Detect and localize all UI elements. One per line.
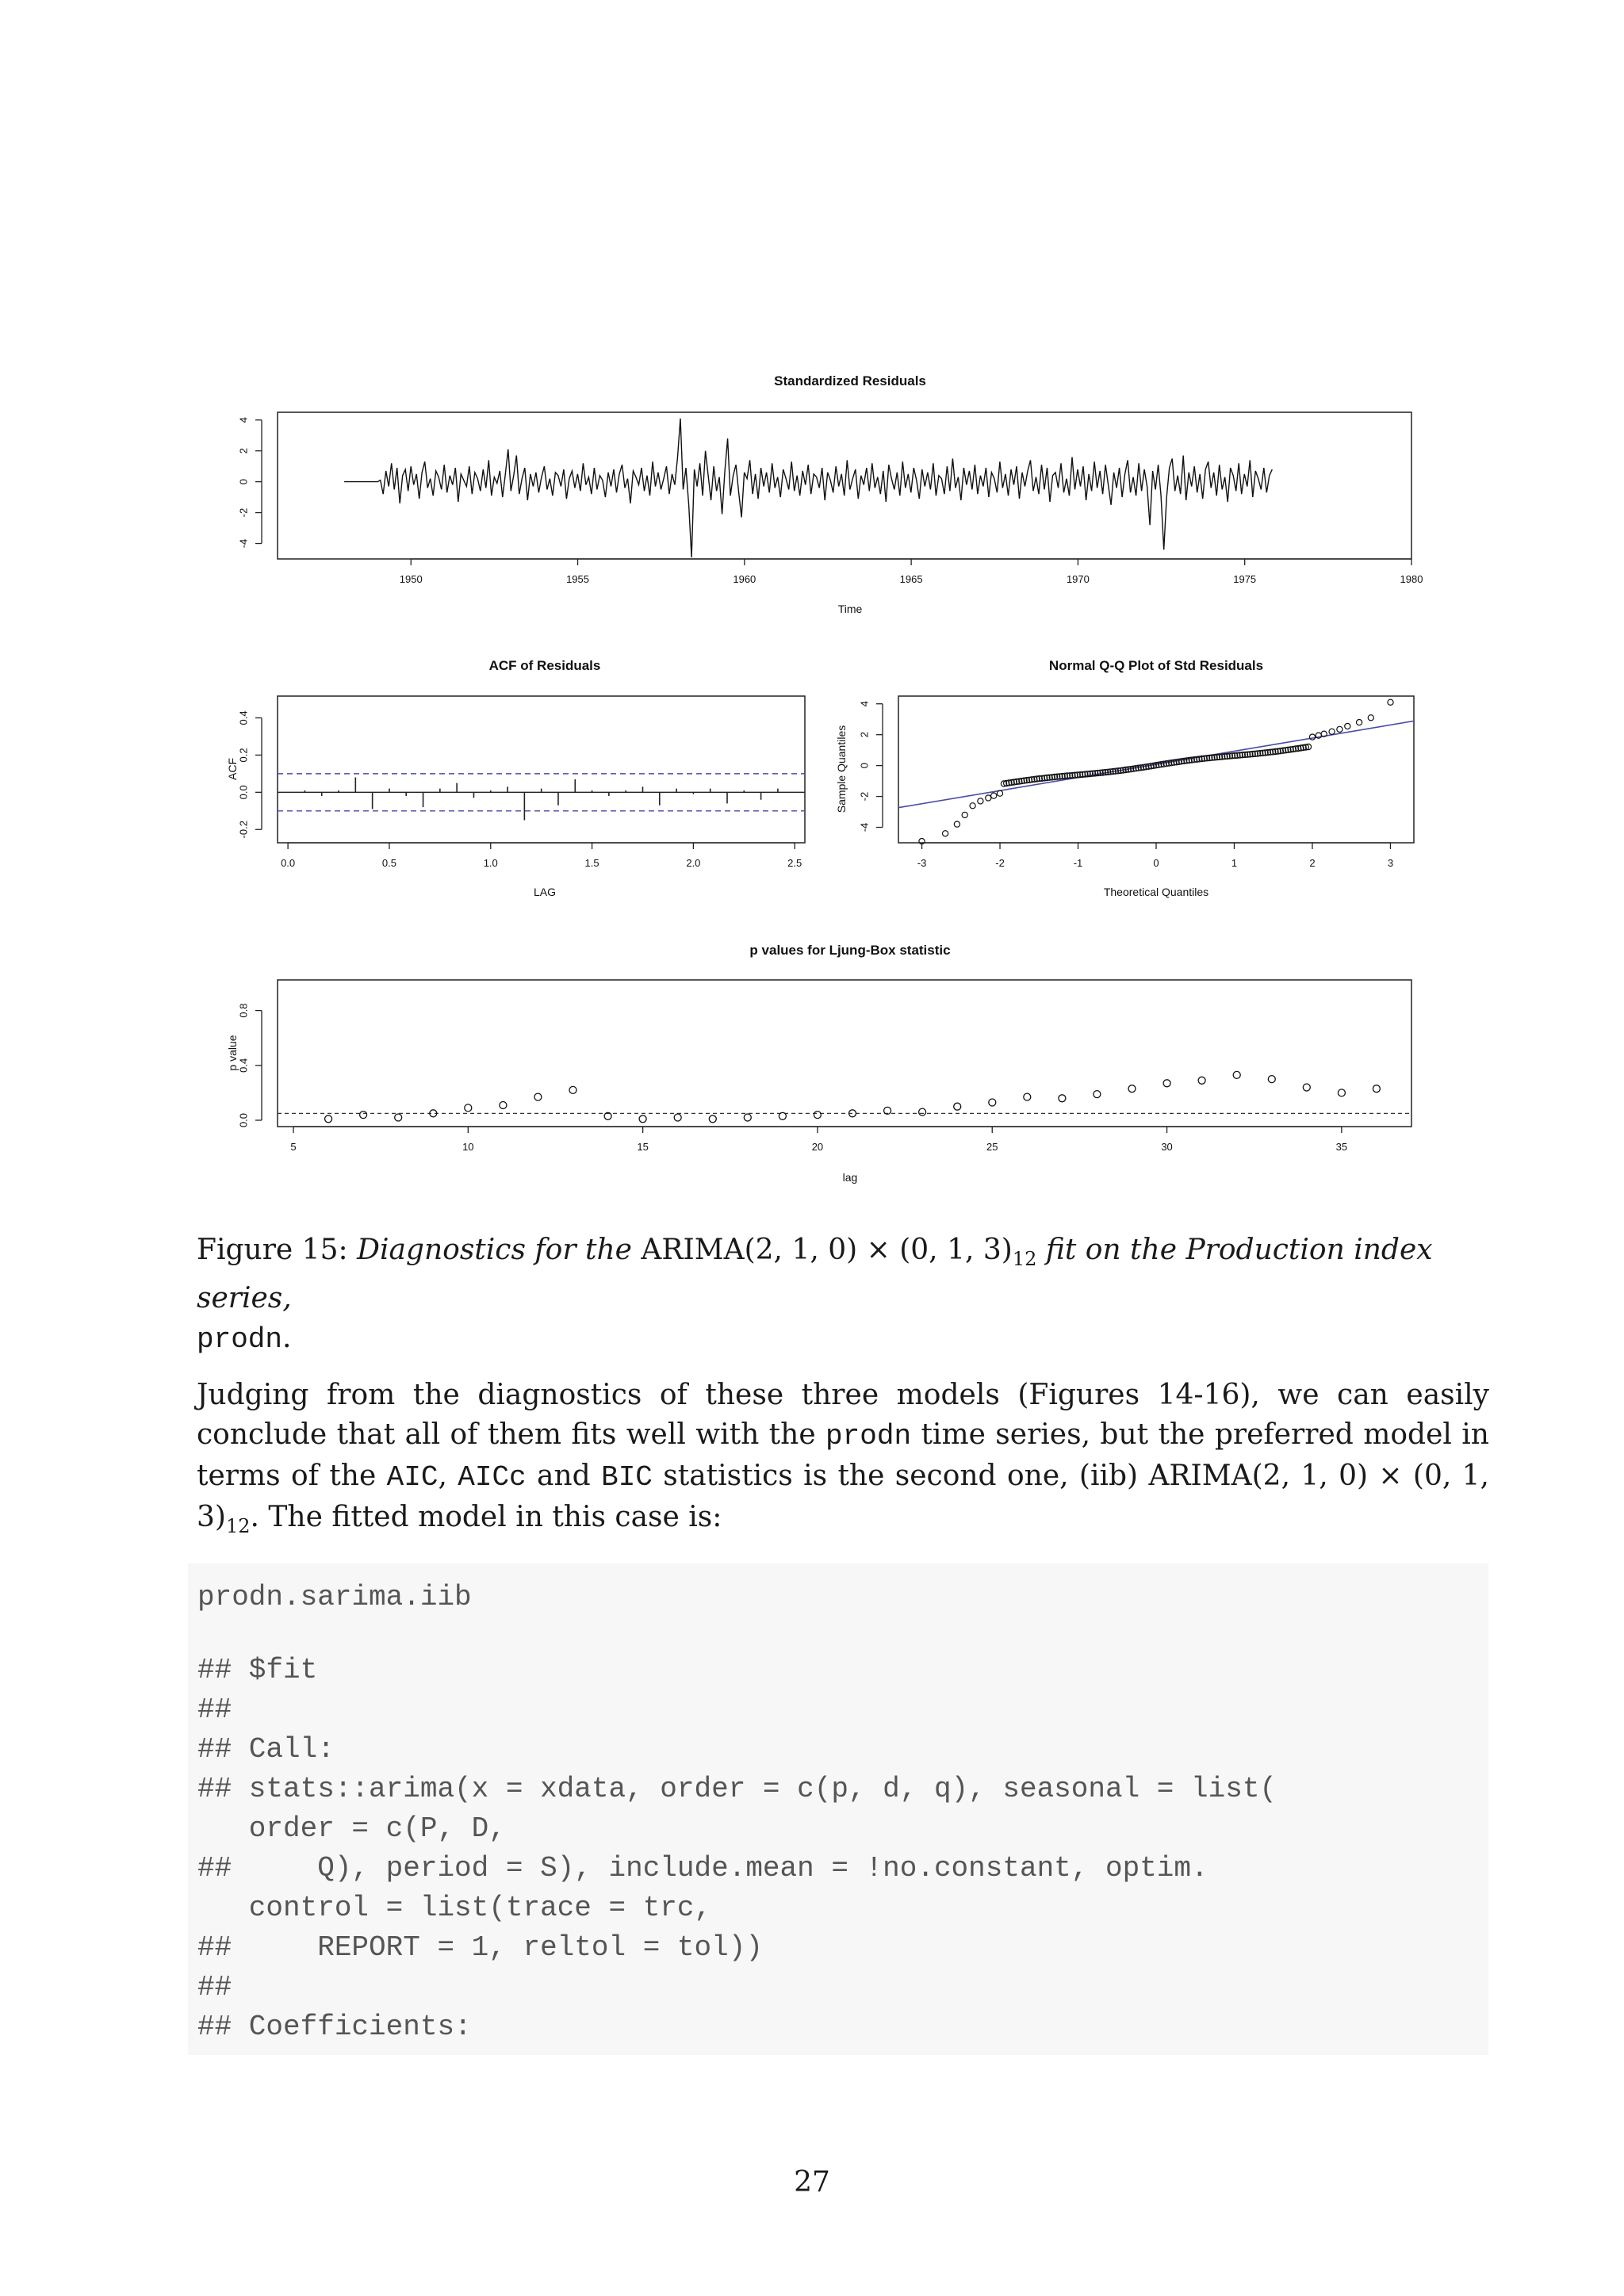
qq-point — [986, 795, 991, 801]
caption-end: . — [282, 1322, 292, 1355]
ljung-x-label: lag — [842, 1171, 858, 1184]
code-line: ## — [197, 1971, 232, 2003]
qq-y-tick-label: 2 — [858, 732, 871, 738]
code-line: ## Q), period = S), include.mean = !no.constant, optim. — [197, 1852, 1208, 1885]
para-text-5: . The fitted model in this case is: — [250, 1501, 722, 1533]
residuals-y-axis — [237, 417, 262, 548]
ljung-x-tick-label: 10 — [462, 1141, 474, 1153]
ljung-point — [1128, 1085, 1136, 1093]
residuals-plot — [237, 373, 1423, 615]
residuals-x-tick-label: 1950 — [399, 573, 423, 585]
code-line: ## REPORT = 1, reltol = tol)) — [197, 1931, 763, 1964]
caption-italic-suffix: fit on the Production index series, — [197, 1234, 1433, 1315]
acf-plot — [226, 658, 805, 898]
para-text-1: Judging from the diagnostics of these three models (Figures 14-16), we can easily conclude that all of them fits well with the — [197, 1379, 1489, 1451]
acf-y-tick-label: 0.2 — [237, 748, 250, 763]
ljung-point — [500, 1102, 507, 1109]
acf-y-tick-label: -0.2 — [237, 821, 250, 839]
acf-y-tick-label: 0.4 — [237, 710, 250, 725]
ljung-point — [639, 1115, 646, 1123]
ljung-point — [744, 1114, 751, 1121]
ljung-x-tick-label: 25 — [986, 1141, 998, 1153]
qq-y-tick-label: -4 — [858, 822, 871, 832]
para-sep: , — [438, 1460, 458, 1492]
ljung-point — [1198, 1077, 1205, 1084]
residuals-x-tick-label: 1955 — [566, 573, 589, 585]
ljung-point — [1268, 1076, 1275, 1083]
ljung-point — [1094, 1091, 1101, 1098]
qq-x-label: Theoretical Quantiles — [1103, 886, 1209, 898]
code-line: order = c(P, D, — [197, 1812, 506, 1845]
ljung-point — [954, 1103, 961, 1110]
acf-x-tick-label: 1.5 — [584, 857, 599, 869]
ljung-title: p values for Ljung-Box statistic — [749, 943, 951, 958]
ljung-point — [674, 1114, 681, 1121]
acf-x-tick-label: 2.0 — [686, 857, 701, 869]
code-line: control = list(trace = trc, — [197, 1892, 712, 1924]
ljung-point — [325, 1115, 332, 1123]
para-code-aic: AIC — [386, 1461, 439, 1494]
qq-y-label: Sample Quantiles — [835, 725, 848, 813]
code-line: ## Call: — [197, 1733, 335, 1766]
qq-point — [943, 831, 948, 836]
residuals-x-tick-label: 1975 — [1233, 573, 1257, 585]
residuals-x-axis — [400, 559, 1423, 585]
acf-x-tick-label: 1.0 — [483, 857, 498, 869]
code-line: ## stats::arima(x = xdata, order = c(p, d, q), seasonal = list( — [197, 1773, 1277, 1805]
caption-italic-prefix: Diagnostics for the — [357, 1234, 632, 1266]
ljung-point — [1303, 1084, 1310, 1091]
residuals-y-tick-label: 0 — [237, 479, 250, 485]
qq-title: Normal Q-Q Plot of Std Residuals — [1048, 658, 1264, 673]
ljung-point — [1163, 1080, 1170, 1087]
qq-point — [1357, 720, 1362, 725]
para-text-4: statistics is the second one, (iib) ARIMA(2, 1, 0) × (0, 1, 3) — [197, 1460, 1489, 1533]
ljung-x-tick-label: 35 — [1335, 1141, 1348, 1153]
ljung-x-tick-label: 5 — [290, 1141, 297, 1153]
qq-point — [1388, 699, 1393, 705]
caption-label: Figure 15: — [197, 1234, 348, 1266]
qq-point — [970, 803, 975, 809]
qq-point — [1345, 723, 1350, 729]
para-text-2: time series, but the preferred model in terms of the — [197, 1418, 1489, 1492]
ljung-point — [709, 1115, 716, 1123]
qq-point — [1368, 715, 1373, 721]
residuals-x-tick-label: 1960 — [733, 573, 756, 585]
ljung-point — [1024, 1093, 1031, 1100]
ljung-point — [1373, 1085, 1380, 1093]
ljung-x-axis — [290, 1127, 1347, 1153]
page-number: 27 — [794, 2166, 830, 2198]
qq-y-axis — [858, 701, 883, 832]
qq-point — [978, 798, 983, 804]
code-block — [188, 1563, 1488, 2055]
qq-x-tick-label: -1 — [1073, 857, 1083, 869]
qq-plot — [835, 658, 1414, 898]
qq-frame — [898, 696, 1414, 843]
residuals-title: Standardized Residuals — [774, 373, 926, 388]
code-line: prodn.sarima.iib — [197, 1581, 472, 1613]
qq-point — [954, 821, 959, 827]
figure-caption — [197, 1230, 1489, 1360]
qq-y-tick-label: -2 — [858, 791, 871, 802]
ljung-point — [395, 1114, 402, 1121]
ljung-x-tick-label: 30 — [1161, 1141, 1173, 1153]
ljung-y-tick-label: 0.8 — [237, 1003, 250, 1018]
ljung-point — [779, 1112, 786, 1119]
residuals-y-tick-label: -4 — [237, 538, 250, 549]
qq-y-tick-label: 0 — [858, 763, 871, 769]
acf-x-axis — [281, 843, 802, 869]
acf-y-tick-label: 0.0 — [237, 785, 250, 800]
acf-y-label: ACF — [226, 758, 239, 780]
residuals-series-line — [344, 419, 1272, 557]
ljung-x-tick-label: 20 — [811, 1141, 824, 1153]
qq-point — [1337, 726, 1342, 732]
acf-frame — [278, 696, 805, 843]
ljung-frame — [278, 980, 1411, 1127]
residuals-x-label: Time — [837, 603, 863, 615]
qq-x-tick-label: 3 — [1387, 857, 1394, 869]
para-text-3: and — [526, 1460, 602, 1492]
ljung-point — [534, 1093, 542, 1100]
residuals-x-tick-label: 1980 — [1400, 573, 1423, 585]
acf-x-tick-label: 0.5 — [381, 857, 396, 869]
residuals-y-tick-label: 4 — [237, 417, 250, 423]
para-code-aicc: AICc — [458, 1461, 527, 1494]
qq-x-tick-label: 0 — [1153, 857, 1159, 869]
qq-point — [991, 793, 997, 798]
code-line: ## Coefficients: — [197, 2011, 472, 2043]
qq-x-tick-label: 2 — [1309, 857, 1316, 869]
residuals-x-tick-label: 1965 — [899, 573, 923, 585]
qq-point — [997, 790, 1002, 796]
qq-x-axis — [917, 843, 1393, 869]
ljung-y-tick-label: 0.4 — [237, 1058, 250, 1073]
ljung-point — [1059, 1095, 1066, 1102]
acf-y-axis — [237, 710, 262, 838]
body-paragraph — [197, 1376, 1489, 1546]
caption-model-sub: 12 — [1012, 1248, 1037, 1271]
ljung-x-tick-label: 15 — [637, 1141, 649, 1153]
residuals-y-tick-label: -2 — [237, 507, 250, 518]
residuals-y-tick-label: 2 — [237, 448, 250, 454]
qq-point — [962, 812, 967, 817]
para-code-prodn: prodn — [825, 1420, 912, 1452]
qq-y-tick-label: 4 — [858, 701, 871, 707]
residuals-x-tick-label: 1970 — [1066, 573, 1090, 585]
qq-x-tick-label: -2 — [995, 857, 1005, 869]
code-line: ## $fit — [197, 1654, 318, 1686]
ljung-point — [1233, 1071, 1240, 1078]
para-sub: 12 — [225, 1515, 251, 1538]
acf-bars — [278, 774, 805, 821]
ljung-point — [465, 1104, 472, 1112]
ljung-point — [814, 1112, 821, 1119]
para-code-bic: BIC — [601, 1461, 653, 1494]
ljung-y-axis — [237, 1004, 262, 1127]
caption-model: ARIMA(2, 1, 0) × (0, 1, 3) — [641, 1234, 1013, 1266]
qq-point — [1329, 729, 1335, 734]
ljung-point — [919, 1108, 926, 1115]
qq-x-tick-label: 1 — [1231, 857, 1238, 869]
ljung-point — [569, 1086, 576, 1093]
ljung-point — [360, 1112, 367, 1119]
ljung-point — [1338, 1089, 1345, 1096]
qq-point — [1309, 734, 1315, 740]
ljung-y-tick-label: 0.0 — [237, 1112, 250, 1128]
ljung-points — [325, 1071, 1381, 1122]
acf-x-tick-label: 2.5 — [787, 857, 802, 869]
qq-x-tick-label: -3 — [917, 857, 927, 869]
ljung-y-label: p value — [226, 1035, 239, 1071]
acf-x-label: LAG — [533, 886, 557, 898]
acf-x-tick-label: 0.0 — [281, 857, 296, 869]
acf-title: ACF of Residuals — [488, 658, 601, 673]
qq-points — [919, 699, 1393, 844]
code-line: ## — [197, 1693, 232, 1726]
caption-series-name: prodn — [197, 1323, 283, 1357]
ljung-point — [989, 1099, 996, 1106]
ljung-box-plot — [226, 943, 1411, 1184]
